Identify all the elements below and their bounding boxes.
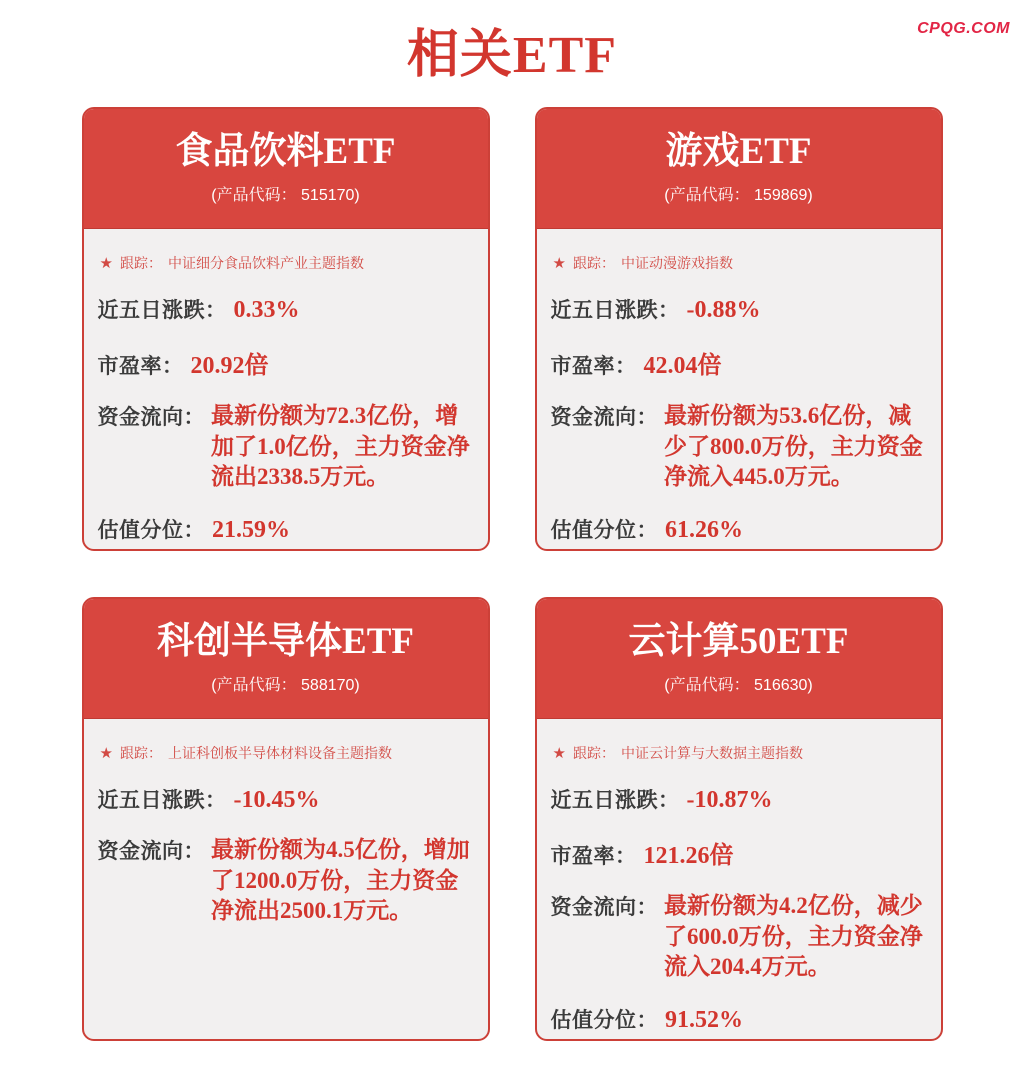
stat-label: 市盈率：: [550, 845, 637, 868]
star-icon: ★: [552, 744, 566, 762]
tracking-index-name: 上证科创板半导体材料设备主题指数: [167, 745, 392, 761]
etf-card: [82, 597, 490, 1041]
stat-row: [98, 401, 474, 493]
etf-product-code: (产品代码： 515170): [211, 186, 360, 204]
infographic-page: [0, 12, 1024, 1080]
etf-name: 云计算50ETF: [628, 620, 849, 662]
stat-value: 121.26倍: [643, 843, 734, 869]
stat-label: 市盈率：: [550, 355, 637, 378]
stat-value: 最新份额为53.6亿份，减少了800.0万份，主力资金净流入445.0万元。: [664, 403, 923, 490]
page-title: 相关ETF: [406, 27, 618, 84]
tracking-index-name: 中证动漫游戏指数: [620, 255, 733, 271]
stat-label: 市盈率：: [97, 355, 184, 378]
stat-row: [551, 294, 927, 324]
stat-label: 资金流向：: [97, 406, 205, 429]
card-header: [84, 599, 488, 719]
card-header: [84, 109, 488, 229]
site-watermark: CPQG.COM: [917, 20, 1010, 37]
stat-row: [98, 294, 474, 324]
stat-value: 0.33%: [233, 297, 300, 323]
stat-row: [98, 514, 474, 544]
etf-card: [535, 107, 943, 551]
etf-name: 食品饮料ETF: [175, 130, 396, 172]
tracking-index-row: [100, 743, 474, 763]
stat-value: 最新份额为72.3亿份，增加了1.0亿份，主力资金净流出2338.5万元。: [211, 403, 470, 490]
tracking-label: 跟踪：: [572, 255, 615, 271]
stat-label: 资金流向：: [550, 896, 658, 919]
stat-value: 61.26%: [665, 516, 743, 543]
tracking-index-name: 中证细分食品饮料产业主题指数: [167, 255, 364, 271]
stat-row: [551, 345, 927, 380]
stat-value: 最新份额为4.2亿份，减少了600.0万份，主力资金净流入204.4万元。: [664, 893, 923, 980]
stat-value: -10.45%: [233, 787, 320, 813]
tracking-label: 跟踪：: [119, 255, 162, 271]
stat-label: 近五日涨跌：: [97, 789, 227, 812]
tracking-index-row: [553, 743, 927, 763]
etf-name: 科创半导体ETF: [157, 620, 414, 662]
stat-row: [551, 401, 927, 493]
stat-label: 估值分位：: [550, 518, 658, 542]
etf-name: 游戏ETF: [665, 130, 812, 172]
stat-value: 最新份额为4.5亿份，增加了1200.0万份，主力资金净流出2500.1万元。: [211, 837, 470, 924]
stat-row: [551, 514, 927, 544]
tracking-index-name: 中证云计算与大数据主题指数: [620, 745, 803, 761]
stat-label: 近五日涨跌：: [550, 789, 680, 812]
card-body: [84, 229, 488, 544]
stat-label: 资金流向：: [550, 406, 658, 429]
tracking-index-row: [553, 253, 927, 273]
card-body: [84, 719, 488, 927]
etf-product-code: (产品代码： 516630): [664, 676, 813, 694]
stat-value: 21.59%: [212, 516, 290, 543]
tracking-index-row: [100, 253, 474, 273]
stat-row: [98, 345, 474, 380]
stat-value: 20.92倍: [190, 353, 269, 379]
etf-product-code: (产品代码： 159869): [664, 186, 813, 204]
etf-card: [82, 107, 490, 551]
star-icon: ★: [552, 254, 566, 272]
stat-label: 近五日涨跌：: [97, 299, 227, 322]
card-body: [537, 229, 941, 544]
stat-row: [551, 784, 927, 814]
stat-label: 资金流向：: [97, 840, 205, 863]
etf-cards-grid: [0, 107, 1024, 1041]
stat-value: -0.88%: [686, 297, 761, 323]
tracking-label: 跟踪：: [572, 745, 615, 761]
stat-value: 42.04倍: [643, 353, 722, 379]
stat-value: -10.87%: [686, 787, 773, 813]
star-icon: ★: [99, 744, 113, 762]
stat-label: 估值分位：: [550, 1008, 658, 1032]
stat-row: [551, 891, 927, 983]
etf-product-code: (产品代码： 588170): [211, 676, 360, 694]
stat-label: 近五日涨跌：: [550, 299, 680, 322]
tracking-label: 跟踪：: [119, 745, 162, 761]
stat-label: 估值分位：: [97, 518, 205, 542]
stat-row: [98, 784, 474, 814]
card-header: [537, 109, 941, 229]
stat-row: [551, 1004, 927, 1034]
stat-value: 91.52%: [665, 1006, 743, 1033]
card-header: [537, 599, 941, 719]
etf-card: [535, 597, 943, 1041]
stat-row: [551, 835, 927, 870]
star-icon: ★: [99, 254, 113, 272]
card-body: [537, 719, 941, 1034]
stat-row: [98, 835, 474, 927]
